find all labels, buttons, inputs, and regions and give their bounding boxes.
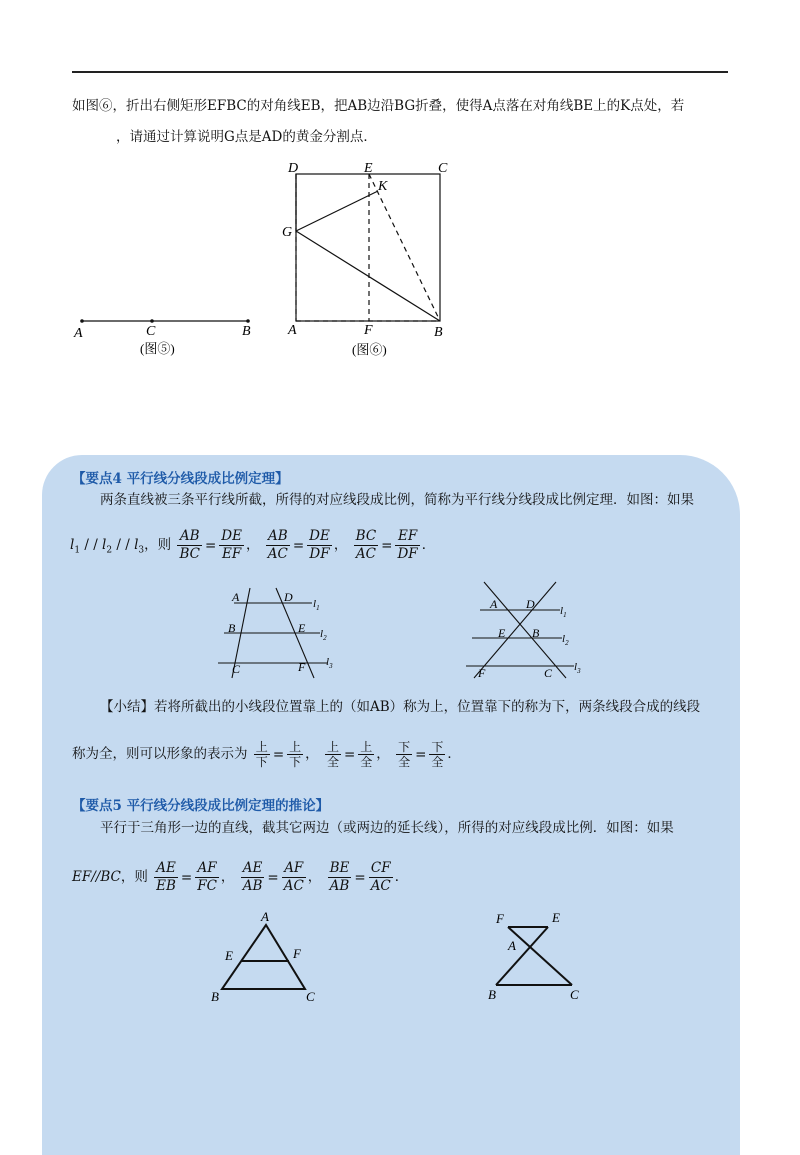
intro-line-1: 如图⑥，折出右侧矩形EFBC的对角线EB，把AB边沿BG折叠，使得A点落在对角线BE上的K点处，若 (72, 98, 685, 114)
fp2-label-l2: $l_2$ (562, 633, 569, 647)
summary-line-2: 称为全，则可以形象的表示为 $\frac{\text{上}}{\text{下}}$ = $\frac{\text{上}}{\text{下}}$ ， $\frac{\text{上}}{\text{全}}$ = $\frac{\text{上}}{\text{全}}$ ， $\frac{\text{下}}{\text{全}}$ = $\frac{\text{下}}{\text{全}}$ ． (72, 740, 461, 769)
figure-6 (278, 158, 458, 363)
fp1-label-l2: $l_2$ (320, 628, 327, 642)
ft2-label-f: F (496, 911, 504, 926)
figure-triangle-1 (205, 905, 325, 1005)
fp2-label-b: B (532, 626, 540, 640)
fig6-label-e: E (364, 161, 373, 176)
fig6-caption: (图⑥) (352, 342, 387, 357)
fp1-label-a: A (232, 590, 240, 604)
ft1-label-e: E (225, 948, 233, 963)
fig5-label-a: A (74, 326, 83, 341)
ft1-label-c: C (306, 989, 315, 1004)
fig6-label-a: A (288, 323, 297, 338)
ft2-label-a: A (508, 938, 516, 953)
fp1-label-f: F (298, 660, 306, 674)
fig6-label-c: C (438, 161, 448, 176)
fp1-label-b: B (228, 621, 236, 635)
ft1-label-b: B (211, 989, 219, 1004)
ft1-label-a: A (261, 909, 269, 924)
summary-line-1: 【小结】若将所截出的小线段位置靠上的（如AB）称为上，位置靠下的称为下，两条线段合成的线段 (100, 699, 701, 715)
fig6-label-f: F (364, 323, 373, 338)
figure-triangle-2 (482, 905, 592, 1005)
point4-title: 【要点4 平行线分线段成比例定理】 (72, 471, 289, 487)
fp2-label-f: F (478, 666, 486, 680)
fp2-label-e: E (498, 626, 506, 640)
point4-description: 两条直线被三条平行线所截，所得的对应线段成比例，简称为平行线分线段成比例定理．如图：如果 (100, 492, 694, 508)
fp1-label-l3: $l_3$ (326, 656, 333, 670)
fig6-label-k: K (378, 179, 388, 194)
fp2-label-c: C (544, 666, 553, 680)
fp2-label-d: D (526, 597, 535, 611)
fig5-label-b: B (242, 324, 251, 339)
figure-5 (70, 305, 270, 365)
fp2-label-a: A (490, 597, 498, 611)
fp2-label-l3: $l_3$ (574, 661, 581, 675)
fig5-label-c: C (146, 324, 156, 339)
point4-formula: $l_1$ / / $l_2$ / / $l_3$，则 $\frac{AB}{BC}$ = $\frac{DE}{EF}$ ， $\frac{AB}{AC}$ = $\frac{DE}{DF}$ ， $\frac{BC}{AC}$ = $\frac{EF}{DF}$ ． (70, 528, 436, 562)
ft2-label-b: B (488, 987, 496, 1002)
ft2-label-e: E (552, 910, 560, 925)
figure-parallel-2 (462, 578, 592, 683)
figure-parallel-1 (212, 585, 342, 680)
intro-line-2: ，请通过计算说明G点是AD的黄金分割点． (116, 129, 377, 145)
ft1-label-f: F (293, 946, 301, 961)
fp2-label-l1: $l_1$ (560, 605, 567, 619)
header-rule (72, 71, 728, 73)
fig6-label-g: G (282, 225, 293, 240)
fp1-label-e: E (298, 621, 306, 635)
point5-formula: EF//BC，则 $\frac{AE}{EB}$ = $\frac{AF}{FC}$ ， $\frac{AE}{AB}$ = $\frac{AF}{AC}$ ， $\frac{BE}{AB}$ = $\frac{CF}{AC}$ ． (72, 860, 409, 894)
point5-description: 平行于三角形一边的直线，截其它两边（或两边的延长线），所得的对应线段成比例．如图：如果 (100, 820, 674, 836)
fig6-label-b: B (434, 325, 443, 340)
ft2-label-c: C (570, 987, 579, 1002)
fp1-label-d: D (284, 590, 293, 604)
fp1-label-c: C (232, 662, 241, 676)
fig6-label-d: D (288, 161, 299, 176)
point5-title: 【要点5 平行线分线段成比例定理的推论】 (72, 798, 330, 814)
fp1-label-l1: $l_1$ (313, 598, 320, 612)
fig5-caption: (图⑤) (140, 341, 175, 356)
